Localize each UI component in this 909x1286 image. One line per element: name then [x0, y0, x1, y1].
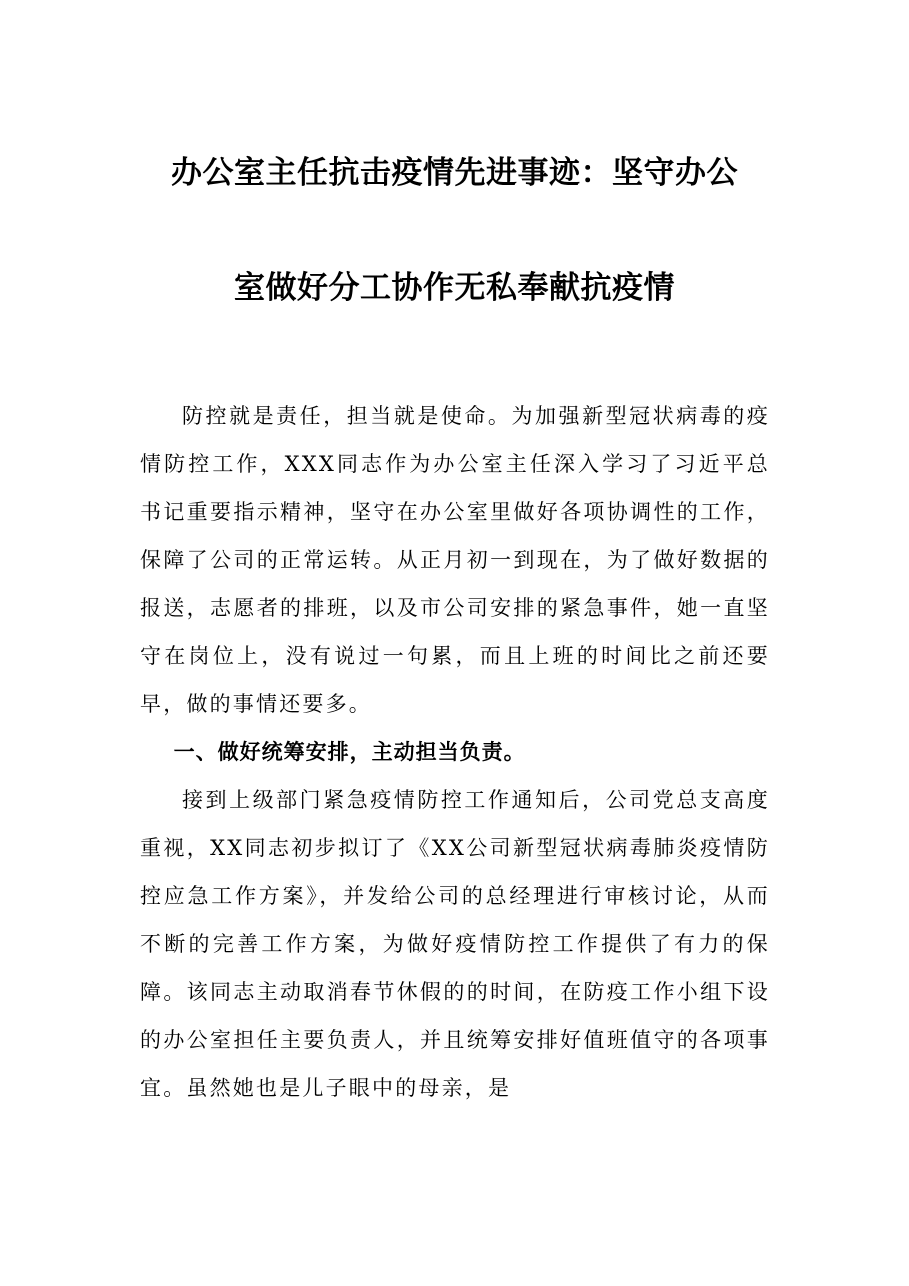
document-title-line-2: 室做好分工协作无私奉献抗疫情: [234, 270, 675, 306]
section-heading-1: 一、做好统筹安排，主动担当负责。: [173, 740, 526, 764]
document-body: [140, 392, 770, 1112]
section-1-paragraph: 接到上级部门紧急疫情防控工作通知后，公司党总支高度重视，XX同志初步拟订了《XX公司新型冠状病毒肺炎疫情防控应急工作方案》，并发给公司的总经理进行审核讨论，从而不断的完善工作方案，为做好疫情防控工作提供了有力的保障。该同志主动取消春节休假的的时间，在防疫工作小组下设的办公室担任主要负责人，并且统筹安排好值班值守的各项事宜。虽然她也是儿子眼中的母亲，是: [140, 788, 770, 1100]
document-title-line-1: 办公室主任抗击疫情先进事迹：坚守办公: [171, 155, 738, 191]
intro-paragraph: 防控就是责任，担当就是使命。为加强新型冠状病毒的疫情防控工作，XXX同志作为办公室主任深入学习了习近平总书记重要指示精神，坚守在办公室里做好各项协调性的工作，保障了公司的正常运转。从正月初一到现在，为了做好数据的报送，志愿者的排班，以及市公司安排的紧急事件，她一直坚守在岗位上，没有说过一句累，而且上班的时间比之前还要早，做的事情还要多。: [140, 404, 770, 716]
